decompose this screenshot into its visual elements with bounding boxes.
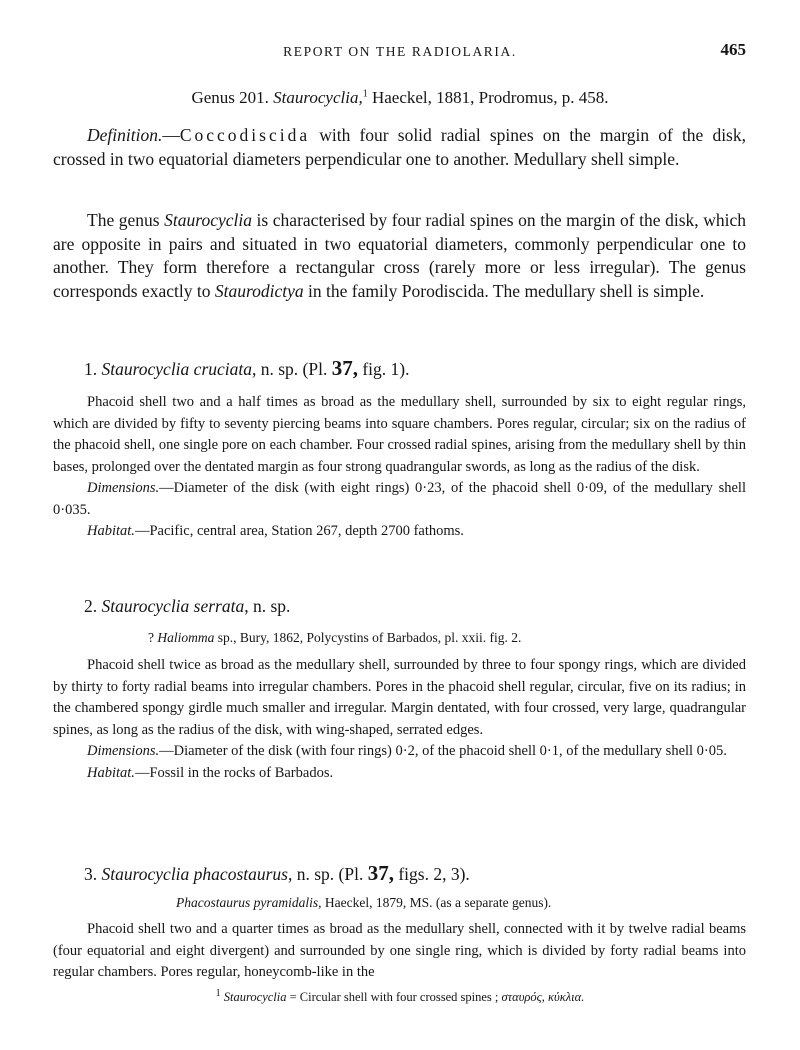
- description-text: Phacoid shell two and a half times as broad as the medullary shell, surrounded by six to eight regular rings, which are divided by fifty to seventy piercing beams into square chambers. Pores regular, circular; six on the radius of the phacoid shell, one single pore on each chamber. Four crossed radial spines, arising from the medullary shell by thin bases, prolonged over the dentated margin as four strong quadrangular swords, as long as the radius of the disk.: [53, 394, 746, 475]
- family-name: Coccodiscida: [179, 125, 311, 145]
- species-name: Staurocyclia cruciata: [101, 359, 252, 379]
- definition-text: with four solid radial spines on the margin of the disk, crossed in two equatorial diameters perpendicular one to another. Medullary shell simple.: [53, 125, 746, 169]
- footnote: [0, 988, 800, 1005]
- synonym-name: Haliomma: [157, 630, 215, 645]
- dimensions-label: Dimensions.: [87, 743, 160, 759]
- species-nsp: , n. sp. (Pl.: [287, 864, 368, 884]
- genus-citation: Haeckel, 1881, Prodromus, p. 458.: [367, 88, 609, 107]
- genus-title: [0, 88, 800, 108]
- species-heading: [84, 861, 470, 886]
- synonym-line: [176, 895, 551, 911]
- synonym-citation: , Haeckel, 1879, MS. (as a separate genus).: [318, 895, 552, 910]
- definition-paragraph: [53, 124, 746, 171]
- synonym-citation: sp., Bury, 1862, Polycystins of Barbados, pl. xxii. fig. 2.: [214, 630, 522, 645]
- page-header: [0, 40, 800, 64]
- genus-footnote-marker: 1: [362, 88, 368, 100]
- species-description: [53, 919, 746, 984]
- habitat-label: Habitat.: [87, 764, 135, 781]
- footnote-marker: 1: [215, 988, 221, 999]
- description-text: Phacoid shell two and a quarter times as broad as the medullary shell, connected with it by twelve radial beams (four equatorial and eight divergent) and surrounded by one single ring, which is divided by forty radial beams into regular chambers. Pores regular, honeycomb-like in the: [53, 921, 746, 980]
- genus-name: Staurocyclia,: [273, 88, 363, 107]
- plate-number: 37,: [367, 861, 394, 885]
- species-description: [53, 655, 746, 784]
- species-name: Staurocyclia phacostaurus: [101, 864, 288, 884]
- habitat-text: —Pacific, central area, Station 267, depth 2700 fathoms.: [134, 523, 464, 539]
- definition-dash: —: [162, 125, 180, 145]
- species-nsp: , n. sp.: [244, 596, 291, 616]
- species-number: 3.: [84, 864, 102, 884]
- page-number: 465: [720, 40, 746, 59]
- figure-ref: fig. 1).: [357, 359, 410, 379]
- synonym-name: Phacostaurus pyramidalis: [176, 895, 319, 910]
- species-heading: [84, 356, 410, 381]
- running-head: REPORT ON THE RADIOLARIA.: [283, 44, 517, 59]
- intro-paragraph: [53, 209, 746, 303]
- intro-genus: Staurocyclia: [164, 210, 252, 230]
- genus-prefix: Genus 201.: [191, 88, 274, 107]
- synonym-query: ?: [148, 630, 158, 645]
- dimensions-label: Dimensions.: [87, 480, 160, 496]
- footnote-text: = Circular shell with four crossed spines ;: [286, 990, 502, 1005]
- habitat-label: Habitat.: [87, 523, 135, 539]
- intro-text-3: in the family Porodiscida. The medullary shell is simple.: [303, 280, 705, 301]
- synonym-line: [148, 630, 521, 646]
- description-text: Phacoid shell twice as broad as the medullary shell, surrounded by three to four spongy rings, which are divided by thirty to forty radial beams into irregular chambers. Pores in the phacoid shell regular, circular, five on its radius; in the chambered spongy girdle much smaller and irregular. Margin dentated, with four crossed, very large, quadrangular spines, as long as the radius of the disk, with wing-shaped, serrated edges.: [53, 657, 746, 738]
- intro-text-2: is characterised by four radial spines on the margin of the disk, which are opposite in pairs and situated in two equatorial diameters, commonly perpendicular one to another. They form therefore a rectangular cross (rarely more or less irregular). The genus corresponds exactly to: [53, 210, 746, 301]
- footnote-greek: σταυρός, κύκλια.: [501, 990, 585, 1005]
- species-name: Staurocyclia serrata: [101, 596, 245, 616]
- dimensions-text: —Diameter of the disk (with eight rings) 0·23, of the phacoid shell 0·09, of the medullary shell 0·035.: [53, 480, 746, 518]
- species-description: [53, 392, 746, 543]
- species-number: 2.: [84, 596, 102, 616]
- habitat-text: —Fossil in the rocks of Barbados.: [134, 764, 334, 781]
- definition-label: Definition.: [87, 125, 163, 145]
- footnote-genus: Staurocyclia: [223, 990, 287, 1005]
- intro-text-1: The genus: [87, 210, 165, 230]
- dimensions-text: —Diameter of the disk (with four rings) 0·2, of the phacoid shell 0·1, of the medullary shell 0·05.: [159, 743, 727, 759]
- species-heading: [84, 596, 290, 617]
- plate-number: 37,: [331, 356, 358, 380]
- figure-ref: figs. 2, 3).: [393, 864, 470, 884]
- species-nsp: , n. sp. (Pl.: [252, 359, 332, 379]
- species-number: 1.: [84, 359, 102, 379]
- intro-genus-2: Staurodictya: [214, 280, 304, 301]
